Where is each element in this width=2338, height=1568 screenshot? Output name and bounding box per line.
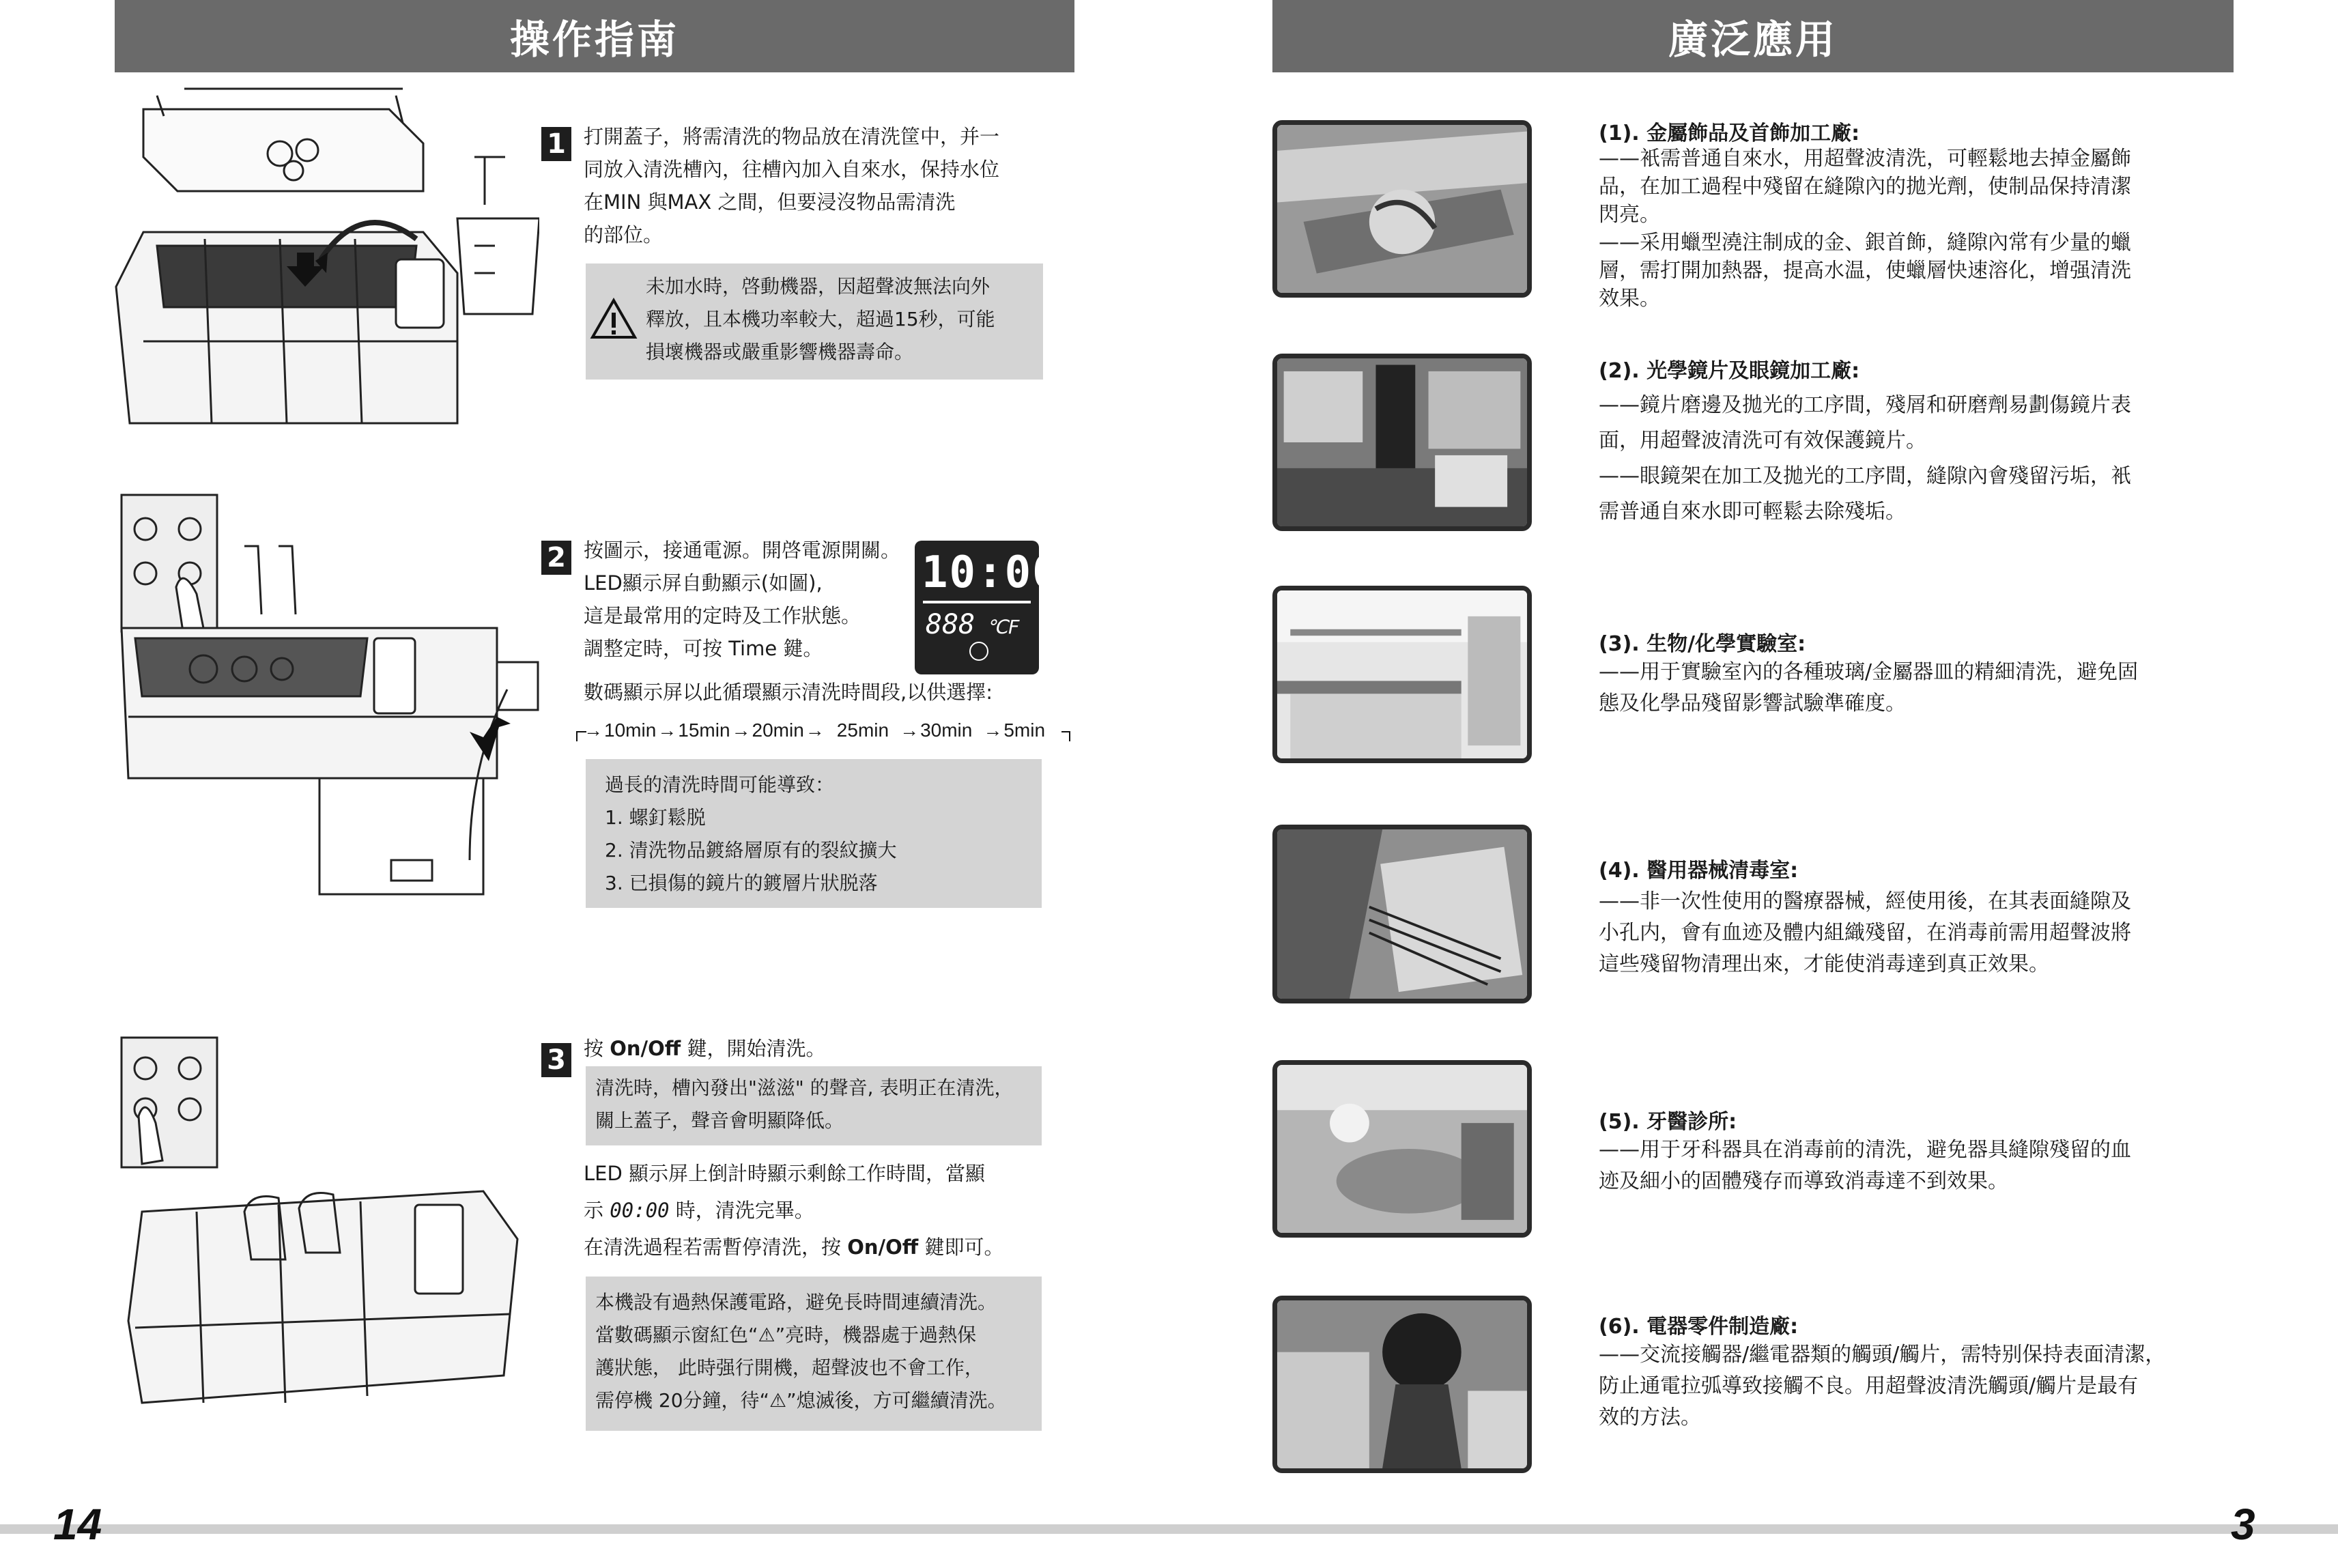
led-unit: ℃F bbox=[986, 616, 1020, 638]
step3-note2-line: 當數碼顯示窗紅色“⚠”亮時，機器處于過熱保 bbox=[595, 1324, 977, 1346]
step2-cycle-text: 數碼顯示屏以此循環顯示清洗時間段,以供選擇: bbox=[584, 681, 993, 704]
app-line: 效的方法。 bbox=[1599, 1406, 1701, 1429]
step3-intro bbox=[584, 1032, 925, 1065]
sequence-item: 15min bbox=[678, 719, 730, 741]
app-title: (3). 生物/化學實驗室: bbox=[1599, 632, 1806, 656]
app-title: (5). 牙醫診所: bbox=[1599, 1110, 1737, 1134]
app-line: 品，在加工過程中殘留在縫隙內的拋光劑，使制品保持清潔 bbox=[1599, 175, 2131, 199]
app-line: ——鏡片磨邊及拋光的工序間，殘屑和研磨劑易劃傷鏡片表 bbox=[1599, 393, 2131, 417]
sequence-item: 30min bbox=[920, 719, 973, 741]
app-line: 面，用超聲波清洗可有效保護鏡片。 bbox=[1599, 429, 1926, 453]
app-line: ——交流接觸器/繼電器類的觸頭/觸片，需特别保持表面清潔， bbox=[1599, 1343, 2166, 1367]
app-title: (6). 電器零件制造廠: bbox=[1599, 1315, 1799, 1339]
app-line: 需普通自來水即可輕鬆去除殘垢。 bbox=[1599, 500, 1906, 524]
sequence-item: 10min bbox=[604, 719, 657, 741]
step2-illustration bbox=[115, 491, 552, 901]
app-body bbox=[1599, 657, 2213, 719]
step3-text bbox=[584, 1155, 1061, 1266]
step2-note-line: 3. 已損傷的鏡片的鍍層片狀脱落 bbox=[605, 872, 878, 894]
left-page-title: 操作指南 bbox=[115, 0, 1074, 72]
led-time: 10:00 bbox=[922, 547, 1060, 598]
app-title: (2). 光學鏡片及眼鏡加工廠: bbox=[1599, 359, 1860, 383]
app-line: 小孔内，會有血迹及體内組織殘留，在消毒前需用超聲波將 bbox=[1599, 921, 2131, 945]
app-line: ——眼鏡架在加工及拋光的工序間，縫隙內會殘留污垢，衹 bbox=[1599, 464, 2131, 488]
step1-text bbox=[584, 120, 1061, 251]
app-body bbox=[1599, 1135, 2213, 1197]
app-body bbox=[1599, 388, 2213, 530]
left-page-number: 14 bbox=[53, 1500, 102, 1549]
step1-illustration bbox=[102, 82, 539, 451]
step2-note-line: 1. 螺釘鬆脱 bbox=[605, 806, 706, 829]
sequence-item: 20min bbox=[752, 719, 804, 741]
right-page-title: 廣泛應用 bbox=[1272, 0, 2234, 72]
app-photo-lab bbox=[1272, 586, 1532, 763]
step1-line: 的部位。 bbox=[584, 223, 664, 246]
app-photo-optical bbox=[1272, 354, 1532, 531]
step3-illustration bbox=[115, 1034, 545, 1416]
step3-note1-line: 關上蓋子，聲音會明顯降低。 bbox=[595, 1109, 844, 1132]
app-body bbox=[1599, 145, 2213, 313]
right-page-number: 3 bbox=[2231, 1500, 2255, 1549]
app-title: (4). 醫用器械清毒室: bbox=[1599, 859, 1799, 883]
step3-line-suffix: 時，清洗完畢。 bbox=[669, 1199, 814, 1222]
app-line: 效果。 bbox=[1599, 287, 1660, 311]
step1-warning-line: 釋放，且本機功率較大，超過15秒，可能 bbox=[646, 308, 995, 330]
step3-note2-line: 護狀態， 此時强行開機，超聲波也不會工作， bbox=[595, 1356, 984, 1379]
app-body bbox=[1599, 886, 2213, 980]
step3-line-key: On/Off bbox=[847, 1236, 919, 1259]
ultrasonic-indicator-icon bbox=[969, 642, 988, 661]
app-line: 防止通電拉弧導致接觸不良。用超聲波清洗觸頭/觸片是最有 bbox=[1599, 1374, 2139, 1398]
step1-warning-box bbox=[586, 263, 1043, 380]
app-photo-medical bbox=[1272, 825, 1532, 1003]
step3-note2-line: 需停機 20分鐘，待“⚠”熄滅後，方可繼續清洗。 bbox=[595, 1389, 1007, 1412]
step1-line: 打開蓋子，將需清洗的物品放在清洗筐中，并一 bbox=[584, 125, 1000, 148]
warning-icon bbox=[590, 298, 638, 340]
footer-rule bbox=[0, 1524, 2338, 1534]
time-sequence: → 10min → 15min → 20min → 25min → 30min → 5min bbox=[575, 717, 1071, 741]
app-line: ——用于牙科器具在消毒前的清洗，避免器具縫隙殘留的血 bbox=[1599, 1138, 2131, 1162]
step3-intro-key: On/Off bbox=[610, 1037, 681, 1060]
step1-line: 同放入清洗槽內，往槽內加入自來水，保持水位 bbox=[584, 158, 1000, 181]
step1-line: 在MIN 與MAX 之間，但要浸沒物品需清洗 bbox=[584, 190, 956, 214]
step1-number: 1 bbox=[541, 127, 571, 161]
step2-text bbox=[584, 534, 925, 665]
app-line: ——非一次性使用的醫療器械，經使用後，在其表面縫隙及 bbox=[1599, 889, 2131, 913]
app-line: 迹及細小的固體殘存而導致消毒達不到效果。 bbox=[1599, 1169, 2008, 1193]
step3-line-prefix: 示 bbox=[584, 1199, 610, 1222]
app-line: ——用于實驗室內的各種玻璃/金屬器皿的精細清洗，避免固 bbox=[1599, 660, 2139, 684]
sequence-item: 5min bbox=[1003, 719, 1046, 741]
step3-intro-suffix: 鍵，開始清洗。 bbox=[681, 1037, 826, 1060]
step2-line: 調整定時，可按 Time 鍵。 bbox=[584, 637, 823, 660]
step2-note-line: 2. 清洗物品鍍絡層原有的裂紋擴大 bbox=[605, 839, 897, 861]
app-line: 層，需打開加熱器，提高水温，使蠟層快速溶化，增强清洗 bbox=[1599, 259, 2131, 283]
step1-warning-line: 損壞機器或嚴重影響機器壽命。 bbox=[646, 341, 914, 363]
app-line: 閃亮。 bbox=[1599, 203, 1660, 227]
step3-line: LED 顯示屏上倒計時顯示剩餘工作時間，當顯 bbox=[584, 1162, 986, 1185]
step3-intro-prefix: 按 bbox=[584, 1037, 610, 1060]
app-photo-electrical bbox=[1272, 1296, 1532, 1473]
app-line: ——采用蠟型澆注制成的金、銀首飾，縫隙內常有少量的蠟 bbox=[1599, 231, 2131, 255]
app-line: ——衹需普通自來水，用超聲波清洗，可輕鬆地去掉金屬飾 bbox=[1599, 147, 2131, 171]
step3-note2-box bbox=[586, 1277, 1042, 1431]
step2-note-box bbox=[586, 759, 1042, 908]
step3-note1-line: 清洗時，槽內發出"滋滋" 的聲音, 表明正在清洗， bbox=[595, 1077, 1014, 1099]
step2-line: 這是最常用的定時及工作狀態。 bbox=[584, 604, 861, 627]
step3-note2-line: 本機設有過熱保護電路，避免長時間連續清洗。 bbox=[595, 1291, 997, 1313]
app-title: (1). 金屬飾品及首飾加工廠: bbox=[1599, 122, 1860, 145]
step3-line-suffix: 鍵即可。 bbox=[918, 1236, 1004, 1259]
step2-line: LED顯示屏自動顯示(如圖), bbox=[584, 571, 823, 595]
step3-number: 3 bbox=[541, 1043, 571, 1077]
led-temp: 888 bbox=[926, 609, 975, 640]
app-photo-dental bbox=[1272, 1060, 1532, 1238]
step3-line-prefix: 在清洗過程若需暫停清洗，按 bbox=[584, 1236, 848, 1259]
sequence-item: 25min bbox=[836, 719, 889, 741]
led-done-display: 00:00 bbox=[610, 1199, 670, 1222]
step1-warning-line: 未加水時，啓動機器，因超聲波無法向外 bbox=[646, 275, 990, 298]
app-line: 這些殘留物清理出來，才能使消毒達到真正效果。 bbox=[1599, 952, 2049, 976]
step3-line bbox=[584, 1229, 1061, 1266]
step3-line bbox=[584, 1192, 1061, 1229]
step2-line: 按圖示，接通電源。開啓電源開關。 bbox=[584, 539, 901, 562]
app-line: 態及化學品殘留影響試驗準確度。 bbox=[1599, 692, 1906, 715]
app-body bbox=[1599, 1339, 2254, 1434]
step3-note1-box bbox=[586, 1066, 1042, 1145]
app-photo-jewelry bbox=[1272, 120, 1532, 298]
led-display bbox=[915, 541, 1060, 674]
step2-number: 2 bbox=[541, 541, 571, 575]
step2-note-line: 過長的清洗時間可能導致： bbox=[605, 773, 835, 796]
